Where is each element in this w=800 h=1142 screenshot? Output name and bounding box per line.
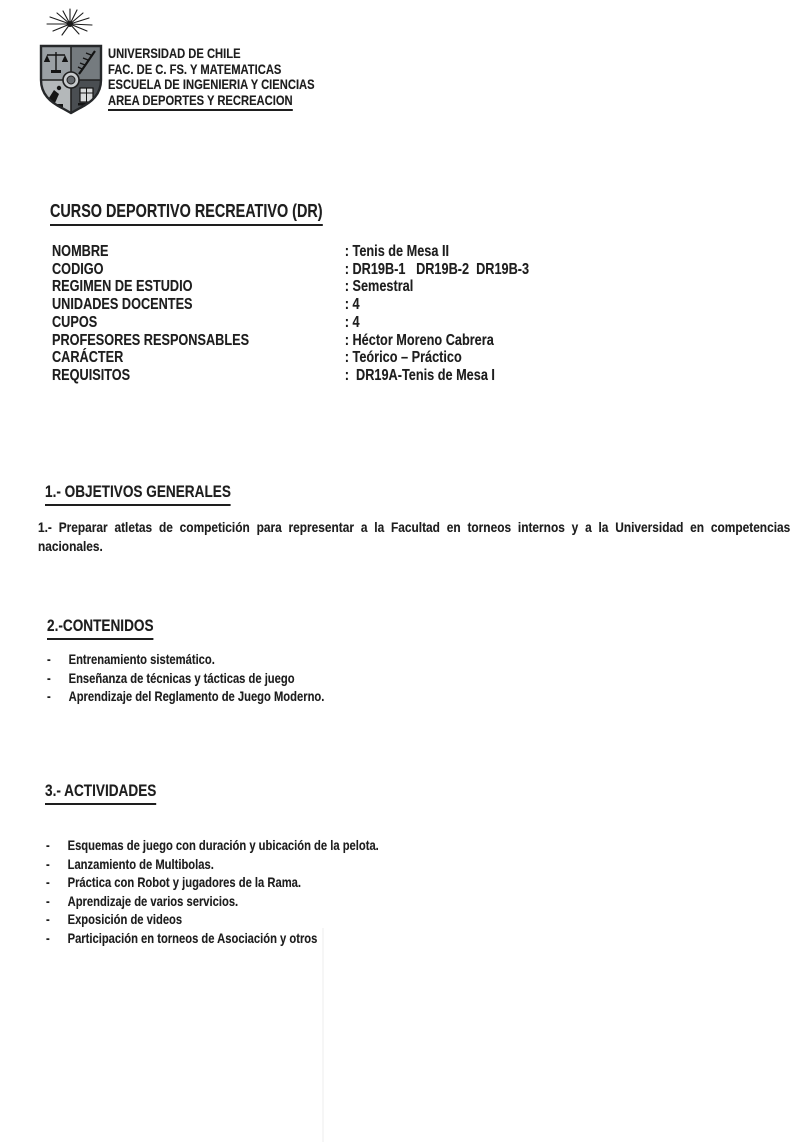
dash-bullet: - xyxy=(46,929,50,946)
field-label: CARÁCTER xyxy=(52,349,124,367)
list-item xyxy=(46,873,638,892)
table-row xyxy=(52,243,528,261)
table-row xyxy=(52,261,528,279)
field-value: : 4 xyxy=(344,296,360,314)
section-heading-contenidos: 2.-CONTENIDOS xyxy=(47,616,154,640)
dash-bullet: - xyxy=(47,651,51,667)
field-label: CODIGO xyxy=(52,260,104,278)
list-item-text: Esquemas de juego con duración y ubicación de la pelota. xyxy=(67,837,379,853)
list-item xyxy=(46,910,638,929)
table-row xyxy=(52,332,528,350)
crest-star-center xyxy=(67,21,73,27)
field-value: : Teórico – Práctico xyxy=(344,349,462,367)
list-item-text: Exposición de videos xyxy=(67,911,183,928)
list-item-text: Participación en torneos de Asociación y otros xyxy=(67,929,318,946)
scan-fold-artifact xyxy=(322,928,324,1142)
section-heading-objetivos: 1.- OBJETIVOS GENERALES xyxy=(45,482,231,506)
list-item-text: Enseñanza de técnicas y tácticas de juego xyxy=(68,669,295,686)
field-value: : Héctor Moreno Cabrera xyxy=(344,331,494,349)
field-value: : Semestral xyxy=(344,278,414,296)
list-item xyxy=(47,650,575,669)
field-value: : Tenis de Mesa II xyxy=(344,243,450,260)
field-label: CUPOS xyxy=(52,313,98,331)
letterhead-line-3: ESCUELA DE INGENIERIA Y CIENCIAS xyxy=(108,76,315,93)
list-item xyxy=(47,687,575,706)
letterhead-line-2: FAC. DE C. FS. Y MATEMATICAS xyxy=(108,60,282,77)
dash-bullet: - xyxy=(47,669,51,686)
field-label: REQUISITOS xyxy=(52,366,131,384)
list-item xyxy=(46,929,638,948)
section-heading-actividades: 3.- ACTIVIDADES xyxy=(45,781,156,805)
dash-bullet: - xyxy=(46,911,50,928)
dash-bullet: - xyxy=(47,688,51,704)
letterhead-line-1: UNIVERSIDAD DE CHILE xyxy=(108,45,241,61)
list-item xyxy=(46,855,638,874)
table-row xyxy=(52,349,528,367)
list-item xyxy=(46,836,638,855)
list-item-text: Entrenamiento sistemático. xyxy=(68,651,215,667)
field-label: UNIDADES DOCENTES xyxy=(52,296,193,314)
list-item-text: Práctica con Robot y jugadores de la Rama. xyxy=(67,874,302,891)
dash-bullet: - xyxy=(46,837,50,853)
actividades-list xyxy=(46,836,638,948)
list-item xyxy=(47,669,575,688)
table-row xyxy=(52,367,528,385)
list-item-text: Aprendizaje de varios servicios. xyxy=(67,892,239,909)
table-row xyxy=(52,278,528,296)
field-label: PROFESORES RESPONSABLES xyxy=(52,331,250,349)
field-label: NOMBRE xyxy=(52,243,109,260)
table-row xyxy=(52,314,528,332)
field-label: REGIMEN DE ESTUDIO xyxy=(52,278,193,296)
dash-bullet: - xyxy=(46,874,50,891)
list-item xyxy=(46,892,638,911)
field-value: : DR19B-1 DR19B-2 DR19B-3 xyxy=(344,260,530,278)
field-value: : DR19A-Tenis de Mesa I xyxy=(344,366,495,384)
contenidos-list xyxy=(47,650,575,706)
course-info-table xyxy=(52,243,528,385)
letterhead xyxy=(108,46,444,111)
dash-bullet: - xyxy=(46,855,50,872)
field-value: : 4 xyxy=(344,313,360,331)
list-item-text: Aprendizaje del Reglamento de Juego Moderno. xyxy=(68,688,325,704)
letterhead-line-4: AREA DEPORTES Y RECREACION xyxy=(108,93,444,111)
table-row xyxy=(52,296,528,314)
page-title: CURSO DEPORTIVO RECREATIVO (DR) xyxy=(50,201,323,226)
objetivos-paragraph: 1.- Preparar atletas de competición para representar a la Facultad en torneos internos y a la Universidad en competencias nacionales. xyxy=(38,519,791,554)
universidad-de-chile-crest-icon xyxy=(36,8,106,118)
dash-bullet: - xyxy=(46,892,50,909)
list-item-text: Lanzamiento de Multibolas. xyxy=(67,855,214,872)
